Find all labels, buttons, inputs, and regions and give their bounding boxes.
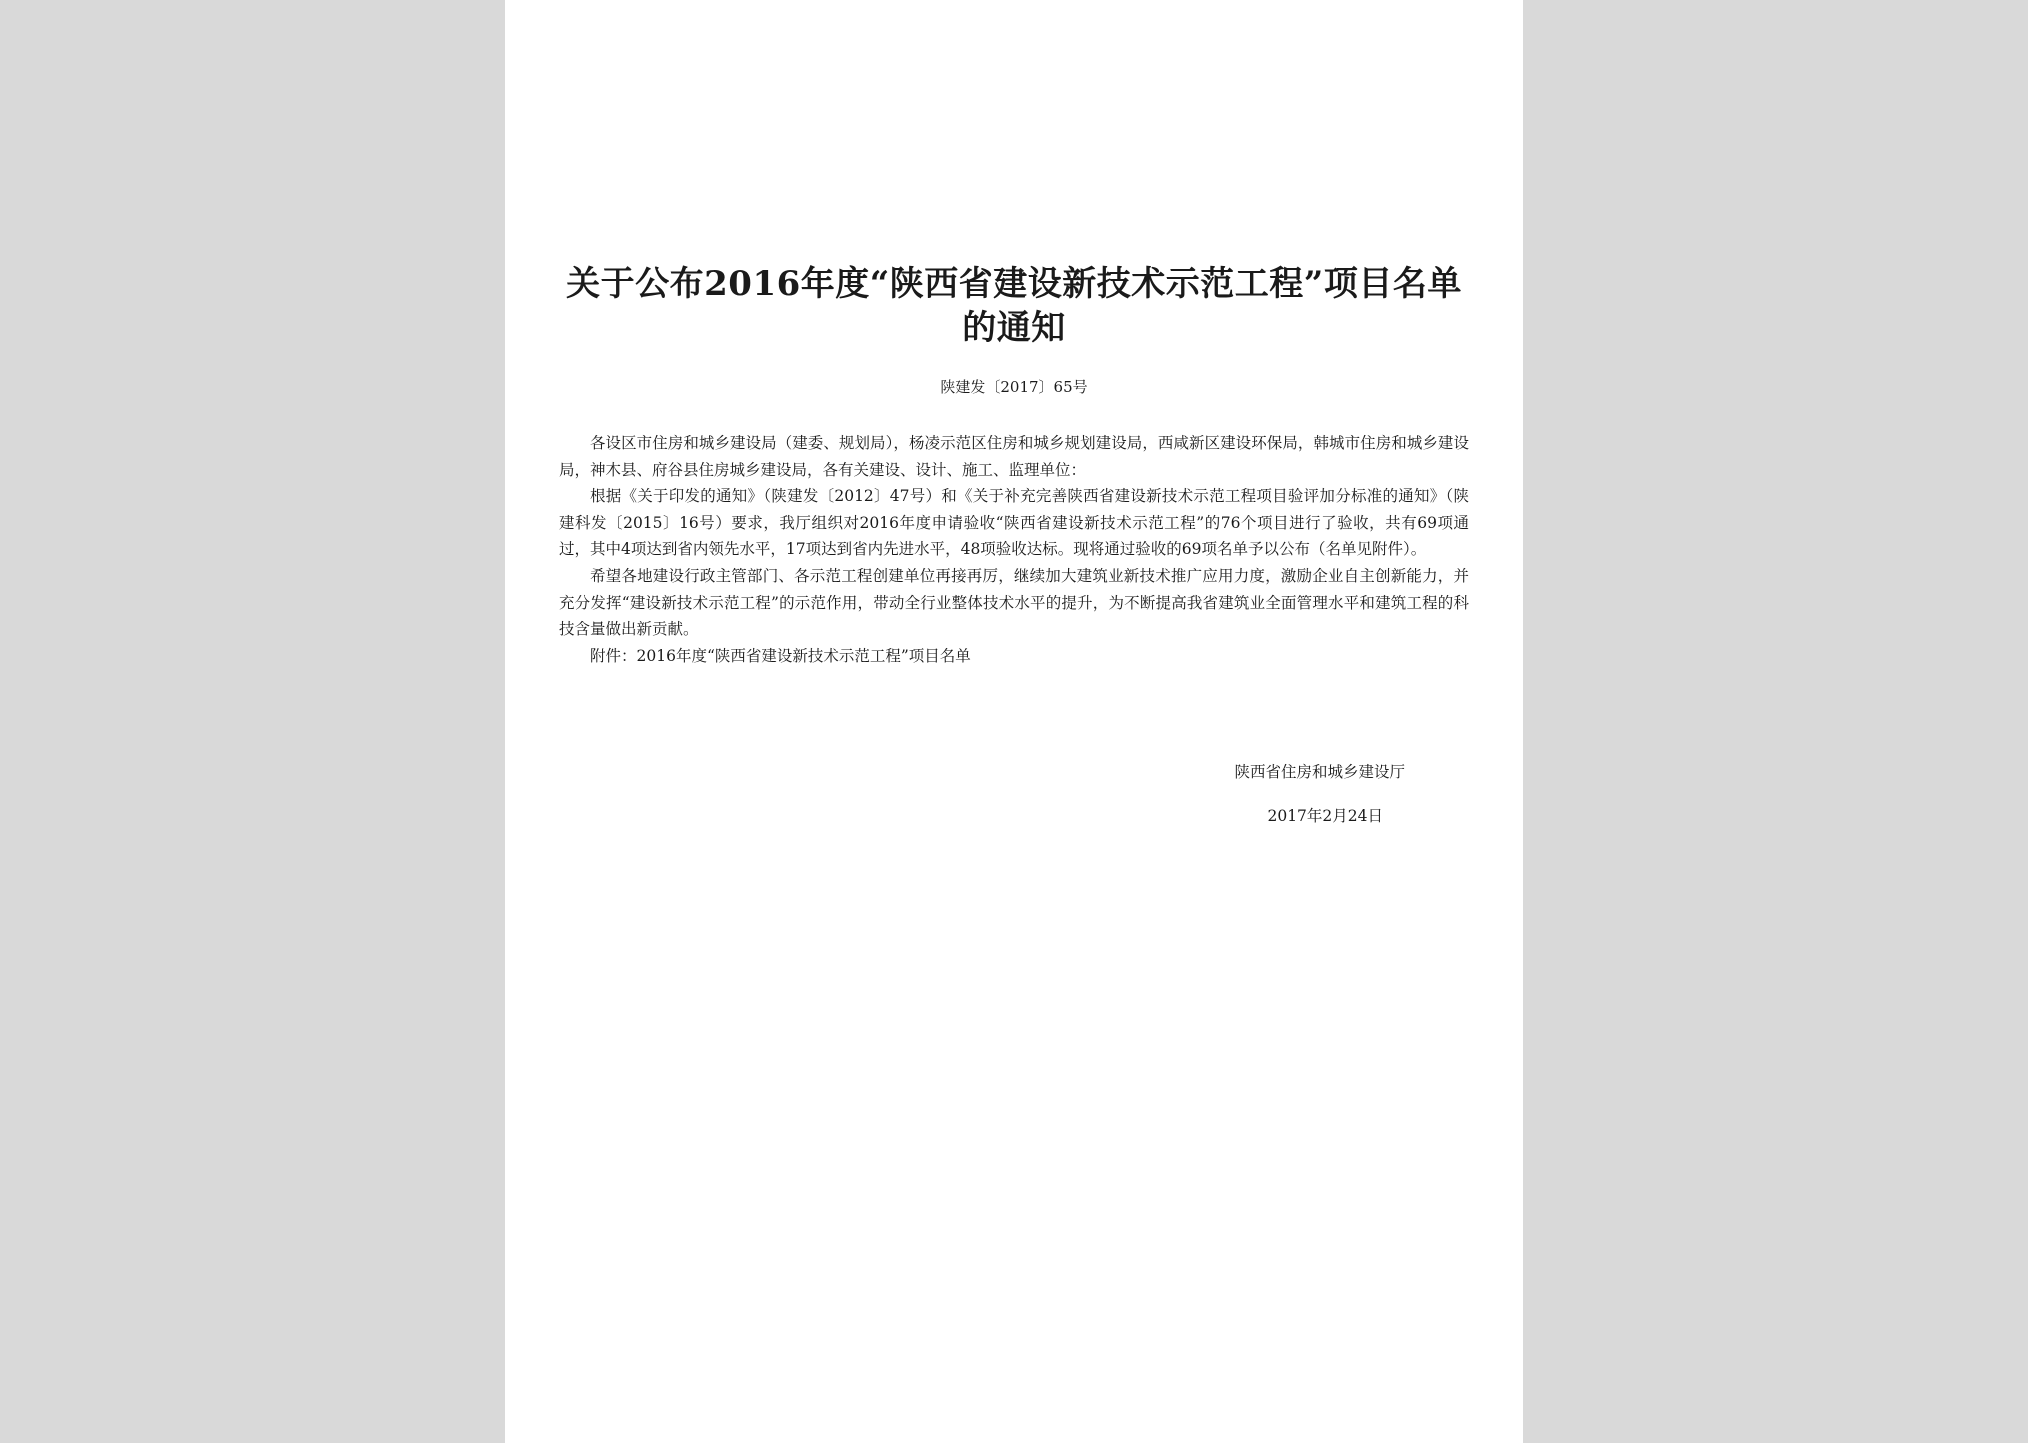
body-paragraph: 根据《关于印发的通知》（陕建发〔2012〕47号）和《关于补充完善陕西省建设新技术示范工程项目验评加分标准的通知》（陕建科发〔2015〕16号）要求，我厅组织对2016年度申请验收“陕西省建设新技术示范工程”的76个项目进行了验收，共有69项通过，其中4项达到省内领先水平，17项达到省内先进水平，48项验收达标。现将通过验收的69项名单予以公布（名单见附件）。 xyxy=(559,487,1469,559)
document-title: 关于公布2016年度“陕西省建设新技术示范工程”项目名单的通知 xyxy=(566,264,1462,348)
addressee-paragraph: 各设区市住房和城乡建设局（建委、规划局），杨凌示范区住房和城乡规划建设局，西咸新区建设环保局，韩城市住房和城乡建设局，神木县、府谷县住房城乡建设局，各有关建设、设计、施工、监理单位： xyxy=(559,434,1469,479)
attachment-line: 附件：2016年度“陕西省建设新技术示范工程”项目名单 xyxy=(590,646,971,665)
document-body xyxy=(559,430,1469,669)
signature-organization: 陕西省住房和城乡建设厅 xyxy=(1234,763,1405,781)
body-paragraph: 希望各地建设行政主管部门、各示范工程创建单位再接再厉，继续加大建筑业新技术推广应用力度，激励企业自主创新能力，并充分发挥“建设新技术示范工程”的示范作用，带动全行业整体技术水平的提升，为不断提高我省建筑业全面管理水平和建筑工程的科技含量做出新贡献。 xyxy=(559,566,1469,639)
signature-date: 2017年2月24日 xyxy=(1267,807,1383,825)
document-page xyxy=(505,0,1523,1443)
document-number: 陕建发〔2017〕65号 xyxy=(940,378,1088,396)
